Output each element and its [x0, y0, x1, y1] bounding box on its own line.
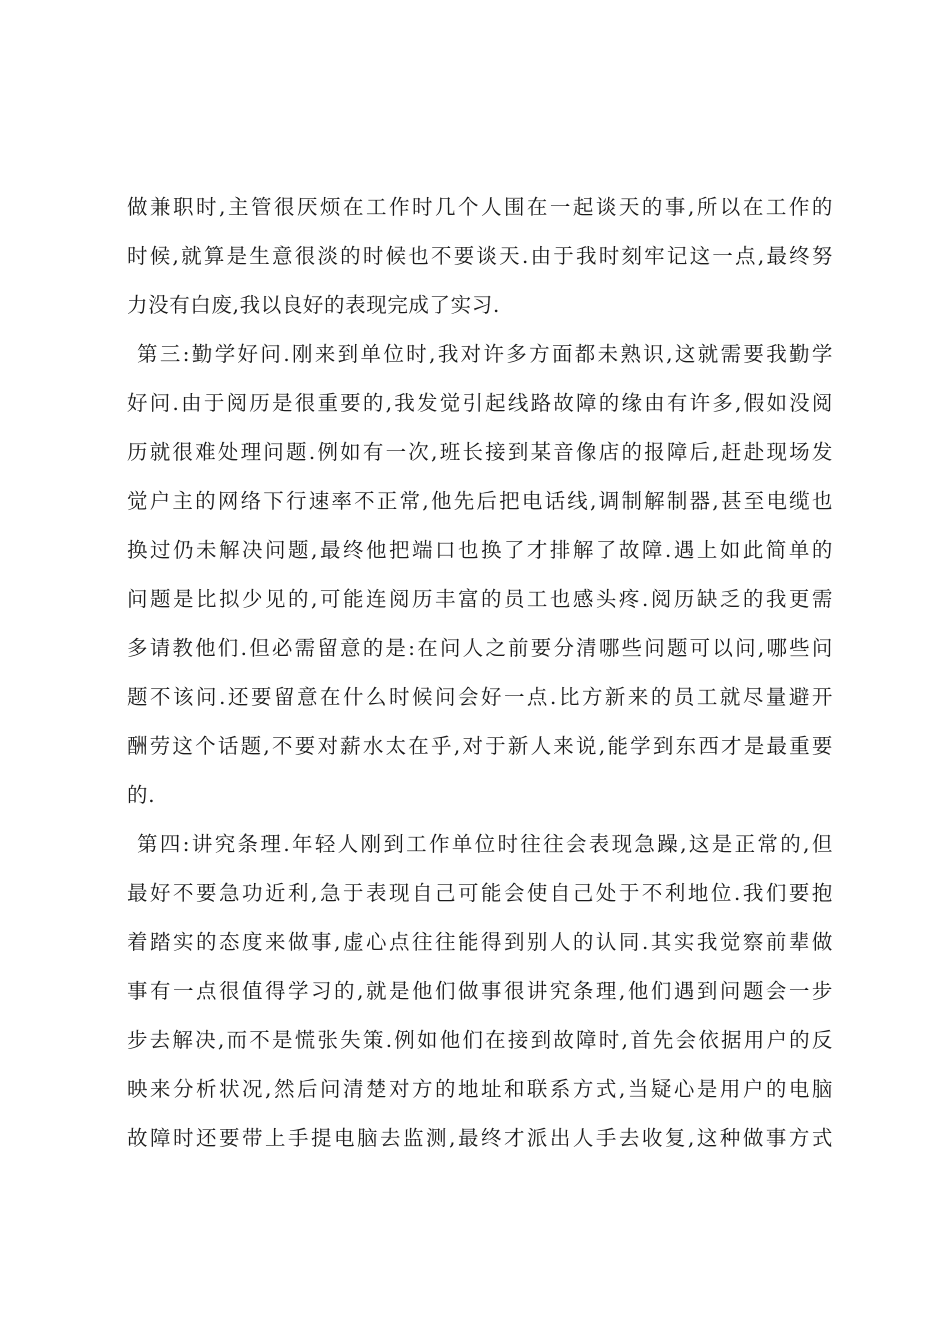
text-line: 问题是比拟少见的,可能连阅历丰富的员工也感头疼.阅历缺乏的我更需 — [127, 587, 833, 611]
text-line: 觉户主的网络下行速率不正常,他先后把电话线,调制解制器,甚至电缆也 — [127, 489, 833, 513]
text-line: 时候,就算是生意很淡的时候也不要谈天.由于我时刻牢记这一点,最终努 — [127, 244, 833, 268]
text-line: 换过仍未解决问题,最终他把端口也换了才排解了故障.遇上如此简单的 — [127, 538, 833, 562]
text-line: 着踏实的态度来做事,虚心点往往能得到别人的认同.其实我觉察前辈做 — [127, 930, 833, 954]
text-line: 做兼职时,主管很厌烦在工作时几个人围在一起谈天的事,所以在工作的 — [127, 195, 833, 219]
text-line: 的. — [127, 783, 156, 807]
paragraph-start-line: 第四:讲究条理.年轻人刚到工作单位时往往会表现急躁,这是正常的,但 — [137, 832, 833, 856]
text-line: 好问.由于阅历是很重要的,我发觉引起线路故障的缘由有许多,假如没阅 — [127, 391, 833, 415]
text-line: 故障时还要带上手提电脑去监测,最终才派出人手去收复,这种做事方式 — [127, 1126, 833, 1150]
text-line: 多请教他们.但必需留意的是:在问人之前要分清哪些问题可以问,哪些问 — [127, 636, 833, 660]
text-line: 最好不要急功近利,急于表现自己可能会使自己处于不利地位.我们要抱 — [127, 881, 833, 905]
text-line: 力没有白废,我以良好的表现完成了实习. — [127, 293, 500, 317]
text-line: 题不该问.还要留意在什么时候问会好一点.比方新来的员工就尽量避开 — [127, 685, 833, 709]
text-line: 酬劳这个话题,不要对薪水太在乎,对于新人来说,能学到东西才是最重要 — [127, 734, 833, 758]
paragraph-start-line: 第三:勤学好问.刚来到单位时,我对许多方面都未熟识,这就需要我勤学 — [137, 342, 833, 366]
text-line: 历就很难处理问题.例如有一次,班长接到某音像店的报障后,赶赴现场发 — [127, 440, 833, 464]
text-line: 步去解决,而不是慌张失策.例如他们在接到故障时,首先会依据用户的反 — [127, 1028, 833, 1052]
text-line: 映来分析状况,然后问清楚对方的地址和联系方式,当疑心是用户的电脑 — [127, 1077, 833, 1101]
text-line: 事有一点很值得学习的,就是他们做事很讲究条理,他们遇到问题会一步 — [127, 979, 833, 1003]
